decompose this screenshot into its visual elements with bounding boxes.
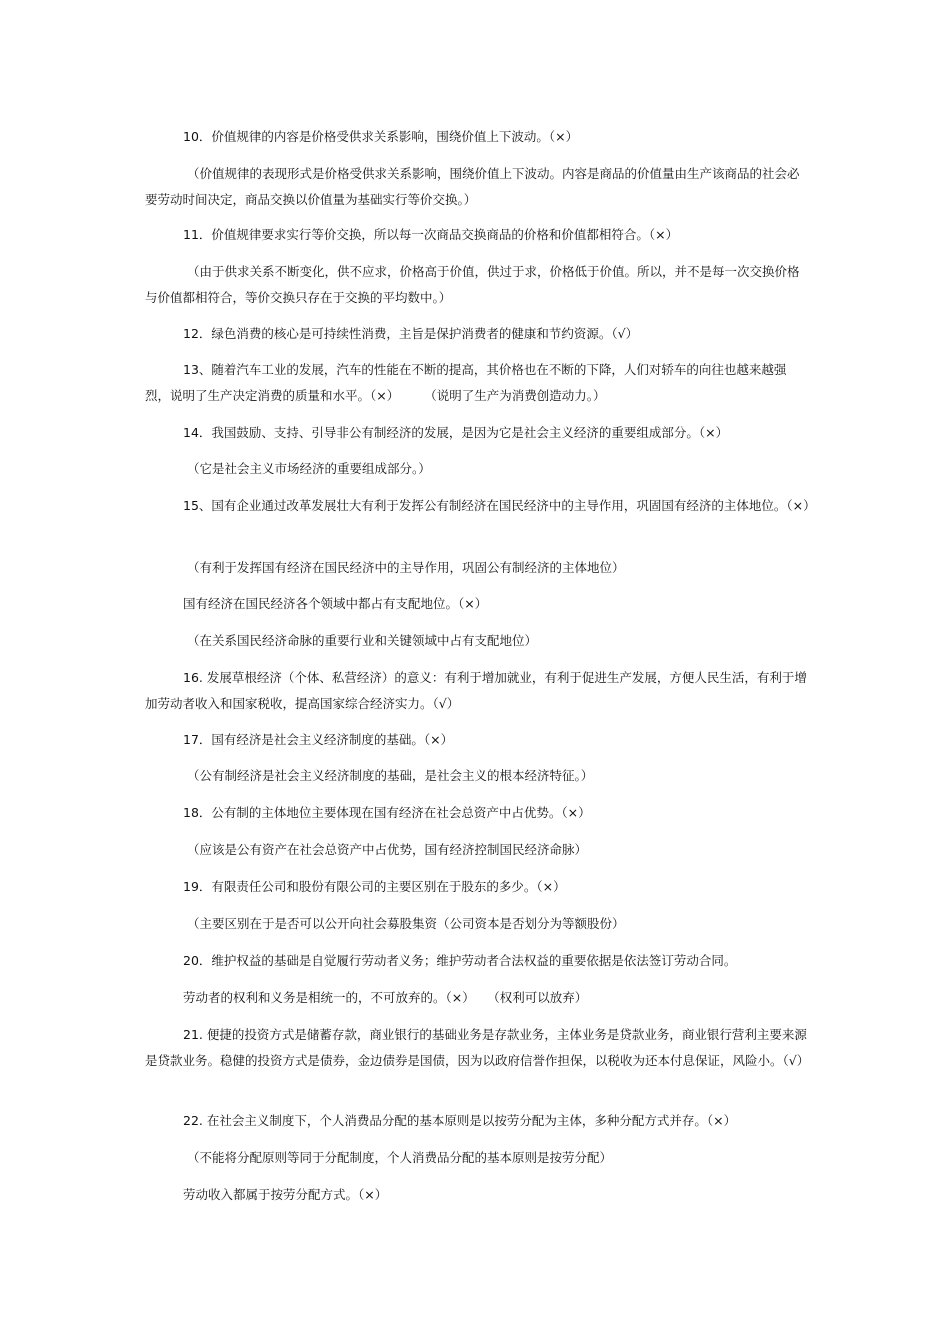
paragraph-q19-explanation: （主要区别在于是否可以公开向社会募股集资（公司资本是否划分为等额股份） xyxy=(187,916,625,931)
paragraph-q22-followup: 劳动收入都属于按劳分配方式。（×） xyxy=(183,1187,388,1202)
paragraph-q22-explanation: （不能将分配原则等同于分配制度，个人消费品分配的基本原则是按劳分配） xyxy=(187,1150,613,1165)
paragraph-q12: 12．绿色消费的核心是可持续性消费，主旨是保护消费者的健康和节约资源。（√） xyxy=(183,326,639,341)
paragraph-q20: 20．维护权益的基础是自觉履行劳动者义务；维护劳动者合法权益的重要依据是依法签订劳动合同。 xyxy=(183,953,737,968)
paragraph-q18: 18．公有制的主体地位主要体现在国有经济在社会总资产中占优势。（×） xyxy=(183,805,591,820)
paragraph-q17: 17．国有经济是社会主义经济制度的基础。（×） xyxy=(183,732,454,747)
paragraph-q20-followup: 劳动者的权利和义务是相统一的，不可放弃的。（×） （权利可以放弃） xyxy=(183,990,588,1005)
paragraph-q15-explanation: （有利于发挥国有经济在国民经济中的主导作用，巩固公有制经济的主体地位） xyxy=(187,560,625,575)
paragraph-q16: 16. 发展草根经济（个体、私营经济）的意义：有利于增加就业，有利于促进生产发展，方便人民生活，有利于增加劳动者收入和国家税收，提高国家综合经济实力。（√） xyxy=(145,670,807,711)
paragraph-q10: 10．价值规律的内容是价格受供求关系影响，围绕价值上下波动。（×） xyxy=(183,129,579,144)
paragraph-q13: 13、随着汽车工业的发展，汽车的性能在不断的提高，其价格也在不断的下降，人们对轿车的向往也越来越强烈，说明了生产决定消费的质量和水平。（×） （说明了生产为消费创造动力。） xyxy=(145,362,787,403)
paragraph-q22: 22. 在社会主义制度下，个人消费品分配的基本原则是以按劳分配为主体，多种分配方式并存。（×） xyxy=(183,1113,737,1128)
paragraph-q21: 21. 便捷的投资方式是储蓄存款，商业银行的基础业务是存款业务，主体业务是贷款业务，商业银行营利主要来源是贷款业务。稳健的投资方式是债券，金边债券是国债，因为以政府信誉作担保，以税收为还本付息保证，风险小。（√） xyxy=(145,1027,810,1068)
paragraph-q15: 15、国有企业通过改革发展壮大有利于发挥公有制经济在国民经济中的主导作用，巩固国有经济的主体地位。（×） xyxy=(183,498,816,513)
paragraph-q14-explanation: （它是社会主义市场经济的重要组成部分。） xyxy=(187,461,431,476)
paragraph-q11-explanation: （由于供求关系不断变化，供不应求，价格高于价值，供过于求，价格低于价值。所以，并不是每一次交换价格与价值都相符合，等价交换只存在于交换的平均数中。） xyxy=(145,264,800,305)
paragraph-q18-explanation: （应该是公有资产在社会总资产中占优势，国有经济控制国民经济命脉） xyxy=(187,842,588,857)
paragraph-q10-explanation: （价值规律的表现形式是价格受供求关系影响，围绕价值上下波动。内容是商品的价值量由生产该商品的社会必要劳动时间决定，商品交换以价值量为基础实行等价交换。） xyxy=(145,166,800,207)
paragraph-q15-followup: 国有经济在国民经济各个领域中都占有支配地位。（×） xyxy=(183,596,488,611)
paragraph-q15-followup-explanation: （在关系国民经济命脉的重要行业和关键领域中占有支配地位） xyxy=(187,633,538,648)
paragraph-q11: 11．价值规律要求实行等价交换，所以每一次商品交换商品的价格和价值都相符合。（×） xyxy=(183,227,679,242)
paragraph-q14: 14．我国鼓励、支持、引导非公有制经济的发展，是因为它是社会主义经济的重要组成部分。（×） xyxy=(183,425,729,440)
paragraph-q19: 19．有限责任公司和股份有限公司的主要区别在于股东的多少。（×） xyxy=(183,879,566,894)
paragraph-q17-explanation: （公有制经济是社会主义经济制度的基础，是社会主义的根本经济特征。） xyxy=(187,768,594,783)
